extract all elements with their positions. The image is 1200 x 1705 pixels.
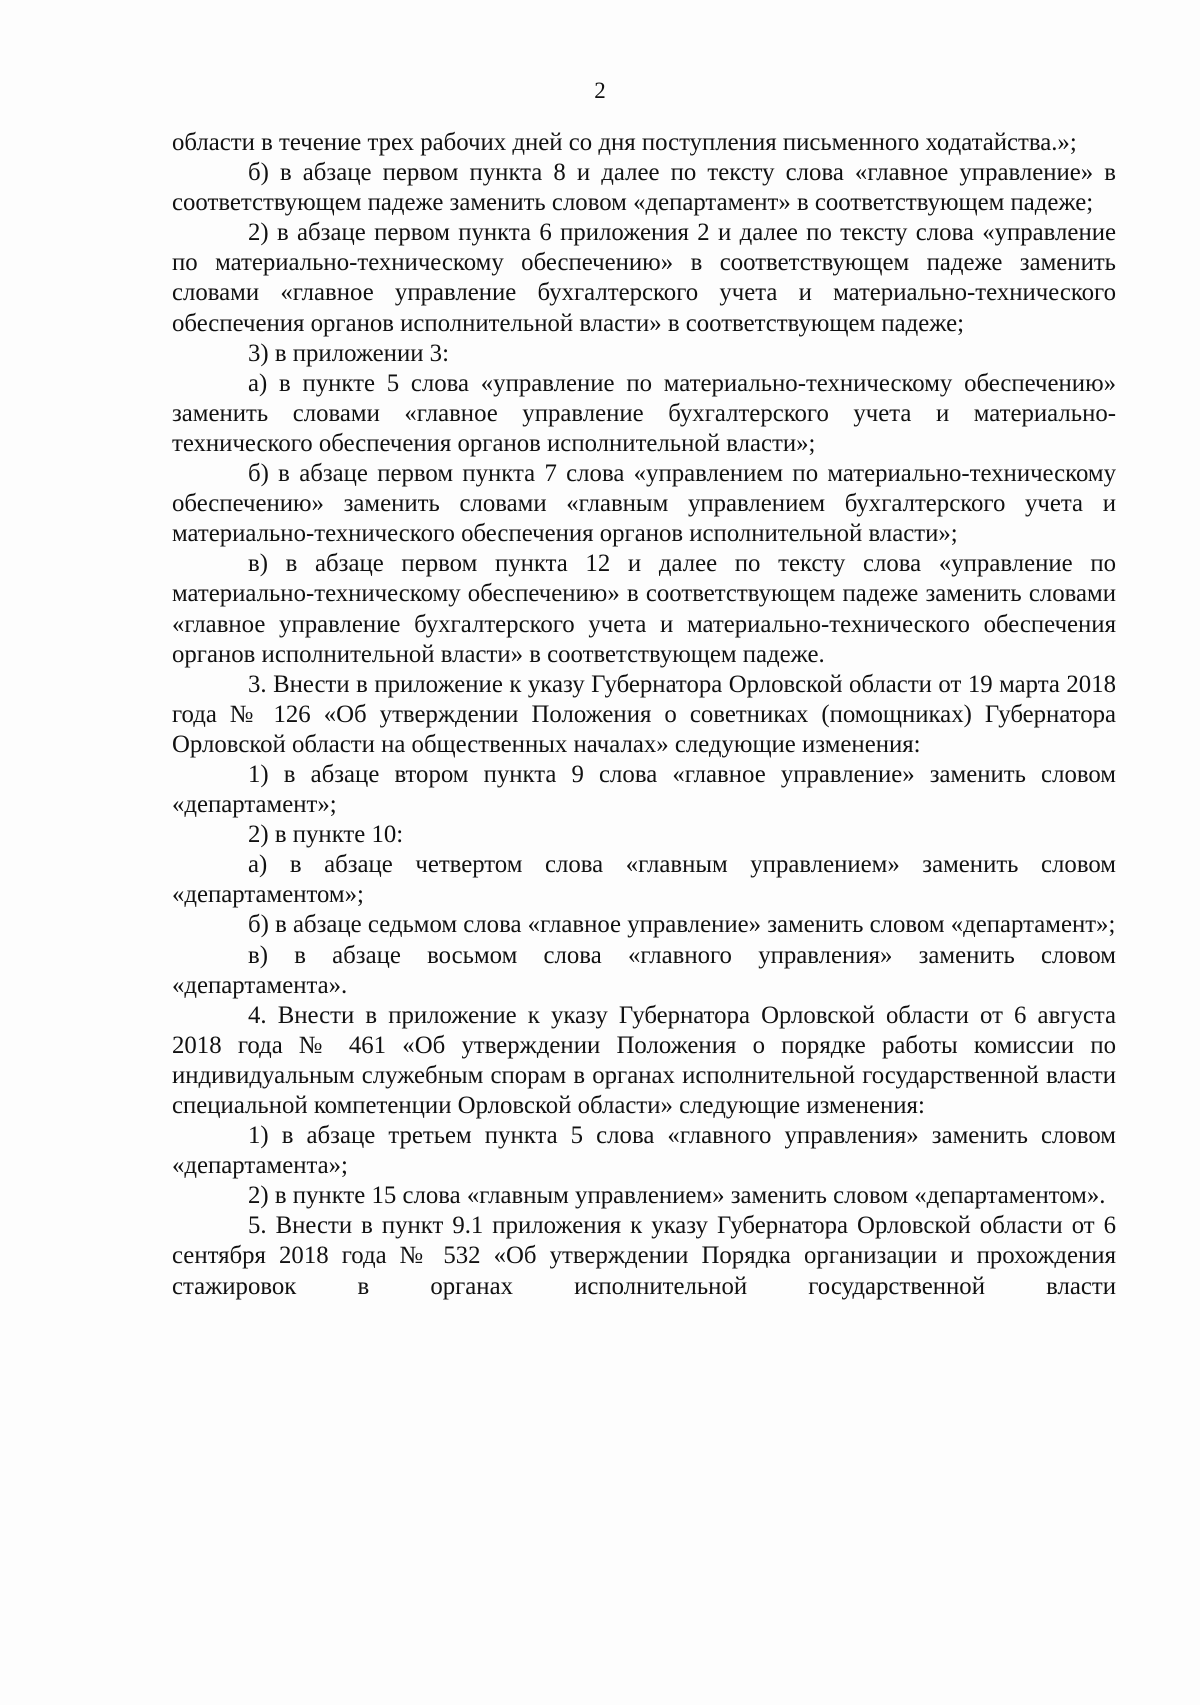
paragraph-item-1: 1) в абзаце третьем пункта 5 слова «главного управления» заменить словом «департамента»; bbox=[172, 1122, 1116, 1180]
paragraph-continuation: области в течение трех рабочих дней со дня поступления письменного ходатайства.»; bbox=[172, 129, 1077, 156]
paragraph-subitem-b: б) в абзаце первом пункта 8 и далее по тексту слова «главное управление» в соответствующем падеже заменить словом «департамент» в соответствующем падеже; bbox=[172, 159, 1116, 217]
page-number: 2 bbox=[594, 78, 606, 103]
paragraph-item-2: 2) в пункте 15 слова «главным управлением» заменить словом «департаментом». bbox=[248, 1182, 1106, 1210]
paragraph-item-2: 2) в пункте 10: bbox=[248, 821, 404, 849]
paragraph-subitem-v: в) в абзаце восьмом слова «главного управления» заменить словом «департамента». bbox=[172, 941, 1116, 999]
paragraph-subitem-a: а) в пункте 5 слова «управление по материально-техническому обеспечению» заменить словами «главное управление бухгалтерского учета и материально-технического обеспечения органов исполнительной власти»; bbox=[172, 369, 1116, 457]
paragraph-section-5: 5. Внести в пункт 9.1 приложения к указу Губернатора Орловской области от 6 сентября 2018 года № 532 «Об утверждении Порядка организации и прохождения стажировок в органах исполнительной государственной власти bbox=[172, 1212, 1116, 1300]
paragraph-item-3: 3) в приложении 3: bbox=[248, 339, 449, 367]
paragraph-subitem-b: б) в абзаце первом пункта 7 слова «управлением по материально-техническому обеспечению» заменить словами «главным управлением бухгалтерского учета и материально-технического обеспечения органов исполнительной власти»; bbox=[172, 460, 1116, 548]
paragraph-subitem-b: б) в абзаце седьмом слова «главное управление» заменить словом «департамент»; bbox=[248, 911, 1116, 939]
document-body bbox=[172, 128, 1116, 1302]
paragraph-item-1: 1) в абзаце втором пункта 9 слова «главное управление» заменить словом «департамент»; bbox=[172, 760, 1116, 819]
paragraph-section-3: 3. Внести в приложение к указу Губернатора Орловской области от 19 марта 2018 года № 126 «Об утверждении Положения о советниках (помощниках) Губернатора Орловской области на общественных началах» следующие изменения: bbox=[172, 670, 1116, 758]
paragraph-section-4: 4. Внести в приложение к указу Губернатора Орловской области от 6 августа 2018 года № 461 «Об утверждении Положения о порядке работы комиссии по индивидуальным служебным спорам в органах исполнительной государственной власти специальной компетенции Орловской области» следующие изменения: bbox=[172, 1001, 1116, 1119]
paragraph-item-2: 2) в абзаце первом пункта 6 приложения 2 и далее по тексту слова «управление по материально-техническому обеспечению» в соответствующем падеже заменить словами «главное управление бухгалтерского учета и материально-технического обеспечения органов исполнительной власти» в соответствующем падеже; bbox=[172, 219, 1116, 337]
paragraph-subitem-a: а) в абзаце четвертом слова «главным управлением» заменить словом «департаментом»; bbox=[172, 851, 1116, 909]
paragraph-subitem-v: в) в абзаце первом пункта 12 и далее по тексту слова «управление по материально-техническому обеспечению» в соответствующем падеже заменить словами «главное управление бухгалтерского учета и материально-технического обеспечения органов исполнительной власти» в соответствующем падеже. bbox=[172, 550, 1116, 668]
